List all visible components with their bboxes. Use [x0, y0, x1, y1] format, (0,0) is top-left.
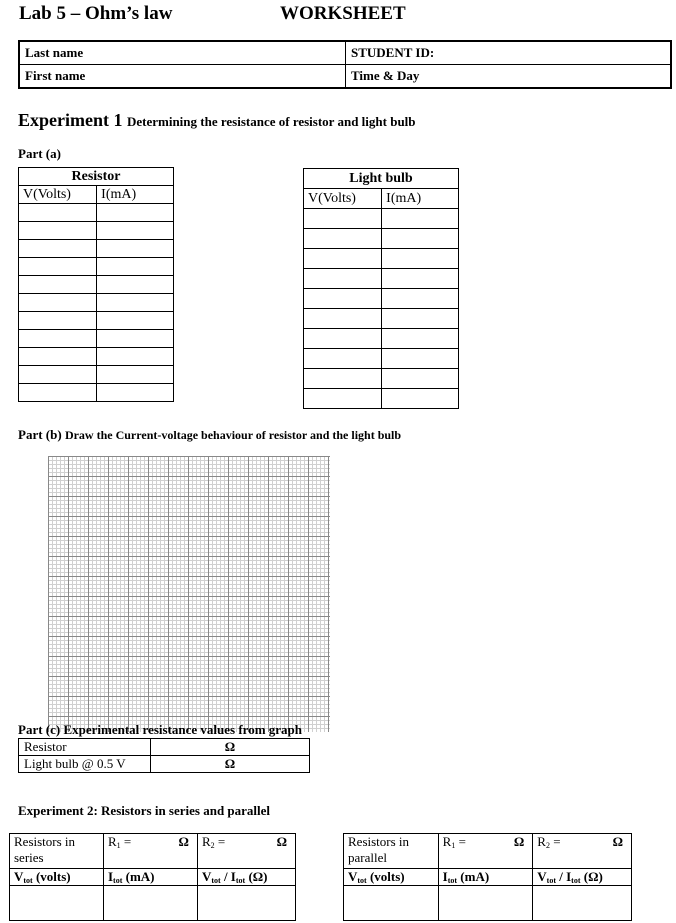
- table-row: [19, 312, 174, 330]
- r2-subscript: 2: [545, 841, 550, 850]
- voltage-cell[interactable]: [19, 312, 97, 330]
- table-row: [304, 309, 459, 329]
- table-row: [19, 276, 174, 294]
- current-cell[interactable]: [382, 389, 459, 409]
- current-cell[interactable]: [382, 209, 459, 229]
- series-itot-header: [103, 869, 197, 886]
- ohm-unit: Ω: [178, 834, 189, 849]
- table-row: [19, 258, 174, 276]
- parallel-vtot-header: [344, 869, 439, 886]
- itot-subscript: tot: [447, 876, 458, 885]
- series-vtot-header: [10, 869, 104, 886]
- bulb-col-current: I(mA): [382, 189, 459, 209]
- ratio-separator: / I: [556, 869, 572, 884]
- ratio-separator: / I: [220, 869, 236, 884]
- table-row: [304, 329, 459, 349]
- voltage-cell[interactable]: [19, 294, 97, 312]
- table-row: [19, 204, 174, 222]
- r2-symbol: R: [537, 834, 546, 849]
- voltage-cell[interactable]: [19, 258, 97, 276]
- ohm-unit: Ω: [612, 834, 623, 849]
- table-row: [304, 369, 459, 389]
- bulb-data-table: [303, 168, 459, 409]
- current-cell[interactable]: [382, 249, 459, 269]
- voltage-cell[interactable]: [304, 229, 382, 249]
- voltage-cell[interactable]: [19, 330, 97, 348]
- experiment1-heading: [18, 110, 416, 131]
- part-b-instruction: Draw the Current-voltage behaviour of resistor and the light bulb: [64, 428, 402, 442]
- current-cell[interactable]: [97, 348, 174, 366]
- bulb-value-cell[interactable]: [151, 756, 310, 773]
- equals-sign: =: [123, 834, 132, 849]
- vtot-subscript: tot: [23, 876, 33, 885]
- ohm-unit: Ω: [224, 756, 236, 771]
- table-row: [19, 240, 174, 258]
- r2-symbol: R: [201, 834, 211, 849]
- voltage-cell[interactable]: [304, 329, 382, 349]
- table-row: [19, 294, 174, 312]
- ohm-unit: Ω: [224, 739, 236, 754]
- parallel-itot-header: [438, 869, 533, 886]
- parallel-r2-cell[interactable]: [533, 834, 632, 869]
- series-label: Resistors in series: [10, 834, 104, 869]
- voltage-cell[interactable]: [304, 349, 382, 369]
- table-row: [304, 249, 459, 269]
- parallel-itot-value[interactable]: [438, 886, 533, 921]
- voltage-cell[interactable]: [19, 240, 97, 258]
- current-cell[interactable]: [97, 384, 174, 402]
- current-cell[interactable]: [382, 349, 459, 369]
- current-cell[interactable]: [97, 240, 174, 258]
- vtot-unit: (volts): [32, 869, 71, 884]
- voltage-cell[interactable]: [304, 389, 382, 409]
- itot-symbol: I: [107, 869, 114, 884]
- voltage-cell[interactable]: [304, 369, 382, 389]
- voltage-cell[interactable]: [19, 222, 97, 240]
- parallel-ratio-value[interactable]: [533, 886, 632, 921]
- r1-symbol: R: [107, 834, 117, 849]
- voltage-cell[interactable]: [304, 249, 382, 269]
- table-row: [304, 209, 459, 229]
- equals-sign: =: [458, 834, 466, 849]
- bulb-table-title: Light bulb: [304, 169, 459, 189]
- itot-subscript: tot: [113, 876, 123, 885]
- time-day-field[interactable]: Time & Day: [346, 65, 672, 89]
- table-row: [19, 330, 174, 348]
- itot-unit: (mA): [457, 869, 490, 884]
- ohm-unit: Ω: [276, 834, 287, 849]
- table-row: [304, 229, 459, 249]
- table-row: [304, 289, 459, 309]
- current-cell[interactable]: [97, 294, 174, 312]
- current-cell[interactable]: [382, 369, 459, 389]
- current-cell[interactable]: [382, 289, 459, 309]
- table-row: [19, 384, 174, 402]
- parallel-vtot-value[interactable]: [344, 886, 439, 921]
- current-cell[interactable]: [97, 366, 174, 384]
- itot-symbol: I: [442, 869, 448, 884]
- student-info-table: [18, 40, 672, 89]
- resistor-table-title: Resistor: [19, 168, 174, 186]
- vtot-unit: (volts): [366, 869, 405, 884]
- table-row: [304, 269, 459, 289]
- first-name-field[interactable]: First name: [19, 65, 346, 89]
- series-ratio-header: [197, 869, 295, 886]
- ratio-v-subscript: tot: [546, 876, 556, 885]
- resistor-col-current: I(mA): [97, 186, 174, 204]
- page-title: Lab 5 – Ohm’s law: [19, 3, 173, 24]
- parallel-label: Resistors in parallel: [344, 834, 439, 869]
- last-name-field[interactable]: Last name: [19, 41, 346, 65]
- current-cell[interactable]: [382, 309, 459, 329]
- experiment2-heading: Experiment 2: Resistors in series and parallel: [18, 803, 271, 818]
- ratio-v-subscript: tot: [211, 876, 221, 885]
- current-cell[interactable]: [382, 269, 459, 289]
- table-row: [19, 348, 174, 366]
- parallel-table: [343, 833, 632, 921]
- series-r1-cell[interactable]: [103, 834, 197, 869]
- table-row: [19, 222, 174, 240]
- ratio-v-symbol: V: [537, 869, 547, 884]
- part-a-label: Part (a): [18, 146, 61, 161]
- resistor-row-label: Resistor: [19, 739, 151, 756]
- voltage-cell[interactable]: [19, 384, 97, 402]
- resistance-values-table: [18, 738, 310, 773]
- voltage-cell[interactable]: [19, 276, 97, 294]
- parallel-r1-cell[interactable]: [438, 834, 533, 869]
- itot-unit: (mA): [122, 869, 155, 884]
- current-cell[interactable]: [97, 312, 174, 330]
- current-cell[interactable]: [382, 229, 459, 249]
- current-cell[interactable]: [382, 329, 459, 349]
- table-row: [304, 389, 459, 409]
- part-c-label: Part (c) Experimental resistance values from graph: [18, 722, 303, 737]
- vtot-subscript: tot: [357, 876, 367, 885]
- bulb-row-label: Light bulb @ 0.5 V: [19, 756, 151, 773]
- voltage-cell[interactable]: [304, 269, 382, 289]
- current-cell[interactable]: [97, 204, 174, 222]
- student-id-field[interactable]: STUDENT ID:: [346, 41, 672, 65]
- resistor-table-body: [19, 204, 174, 402]
- series-itot-value[interactable]: [103, 886, 197, 921]
- vtot-symbol: V: [14, 869, 24, 884]
- resistor-col-voltage: V(Volts): [19, 186, 97, 204]
- graph-paper[interactable]: [48, 456, 330, 732]
- voltage-cell[interactable]: [19, 204, 97, 222]
- vtot-symbol: V: [348, 869, 358, 884]
- ratio-unit: (Ω): [580, 869, 603, 884]
- ratio-i-subscript: tot: [235, 876, 246, 885]
- experiment1-subtitle: Determining the resistance of resistor and light bulb: [126, 114, 416, 129]
- voltage-cell[interactable]: [19, 348, 97, 366]
- voltage-cell[interactable]: [19, 366, 97, 384]
- voltage-cell[interactable]: [304, 209, 382, 229]
- current-cell[interactable]: [97, 330, 174, 348]
- ratio-v-symbol: V: [201, 869, 212, 884]
- series-r2-cell[interactable]: [197, 834, 295, 869]
- equals-sign: =: [553, 834, 561, 849]
- part-b-heading: [18, 427, 401, 443]
- part-b-label: Part (b): [18, 427, 62, 442]
- resistor-data-table: [18, 167, 174, 402]
- current-cell[interactable]: [97, 276, 174, 294]
- voltage-cell[interactable]: [304, 309, 382, 329]
- series-ratio-value[interactable]: [197, 886, 295, 921]
- series-vtot-value[interactable]: [10, 886, 104, 921]
- ratio-unit: (Ω): [245, 869, 268, 884]
- current-cell[interactable]: [97, 222, 174, 240]
- current-cell[interactable]: [97, 258, 174, 276]
- bulb-col-voltage: V(Volts): [304, 189, 382, 209]
- equals-sign: =: [217, 834, 226, 849]
- bulb-table-body: [304, 209, 459, 409]
- series-table: [9, 833, 296, 921]
- r1-subscript: 1: [116, 841, 121, 850]
- r1-symbol: R: [442, 834, 452, 849]
- worksheet-heading: WORKSHEET: [280, 3, 406, 24]
- voltage-cell[interactable]: [304, 289, 382, 309]
- table-row: [19, 366, 174, 384]
- r2-subscript: 2: [210, 841, 215, 850]
- table-row: [304, 349, 459, 369]
- r1-subscript: 1: [451, 841, 456, 850]
- ratio-i-subscript: tot: [571, 876, 581, 885]
- ohm-unit: Ω: [513, 834, 525, 849]
- experiment1-title: Experiment 1: [18, 110, 123, 130]
- resistor-value-cell[interactable]: [151, 739, 310, 756]
- parallel-ratio-header: [533, 869, 632, 886]
